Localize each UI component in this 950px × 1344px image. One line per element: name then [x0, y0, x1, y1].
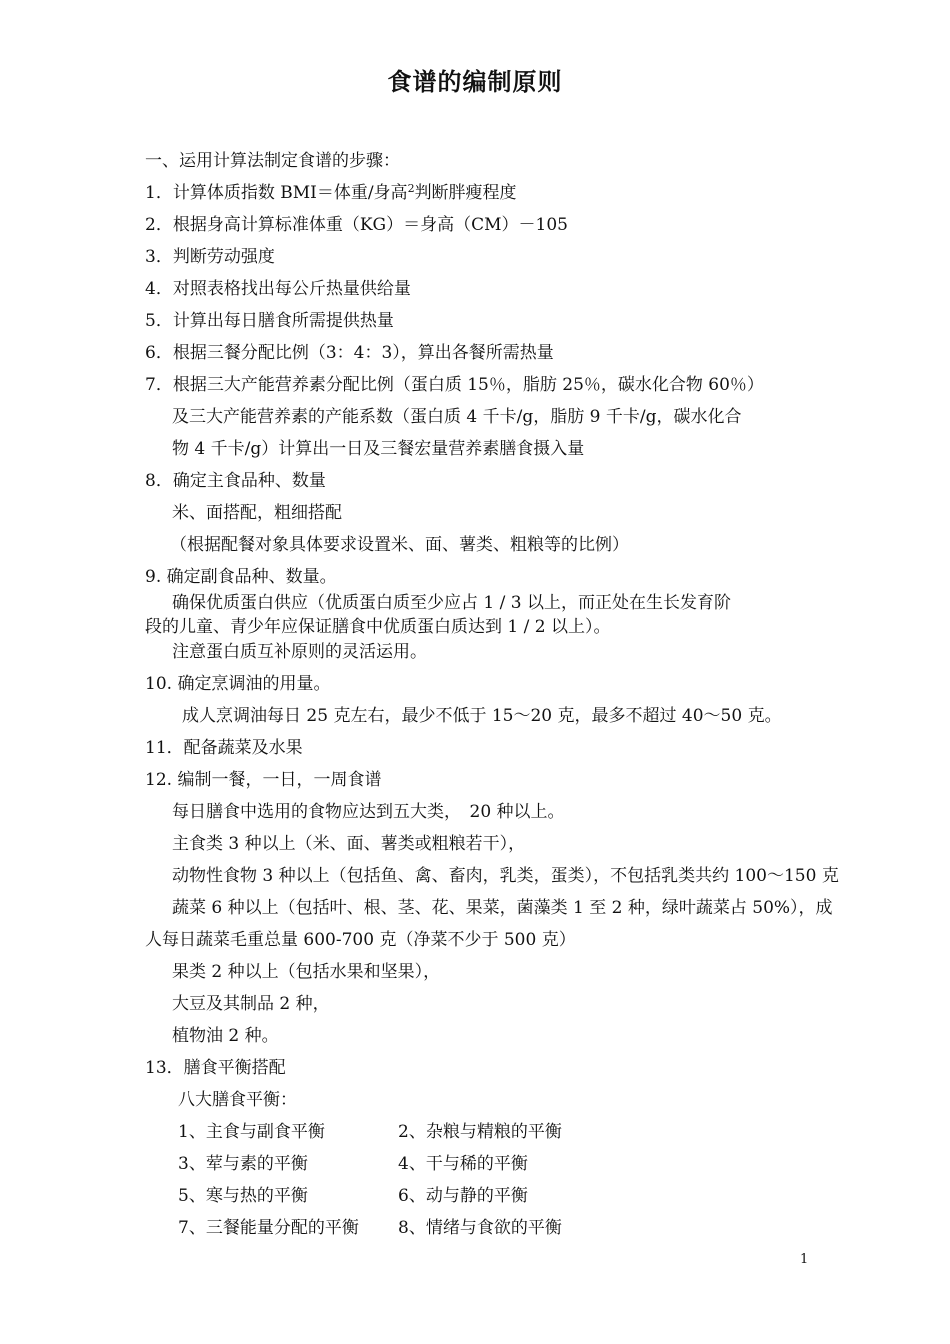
balance-item: 7、三餐能量分配的平衡	[178, 1218, 359, 1238]
balance-item: 6、动与静的平衡	[398, 1186, 528, 1206]
step-12-line-7: 果类 2 种以上（包括水果和坚果），	[172, 962, 441, 982]
step-12-line-3: 主食类 3 种以上（米、面、薯类或粗粮若干），	[172, 834, 526, 854]
step-10-heading: 10. 确定烹调油的用量。	[145, 674, 331, 694]
intro-heading: 一、运用计算法制定食谱的步骤：	[145, 151, 400, 171]
balance-item: 2、杂粮与精粮的平衡	[398, 1122, 562, 1142]
balance-item: 8、情绪与食欲的平衡	[398, 1218, 562, 1238]
balance-item: 5、寒与热的平衡	[178, 1186, 308, 1206]
step-13-heading: 13．膳食平衡搭配	[145, 1058, 286, 1078]
step-12-line-6: 人每日蔬菜毛重总量 600-700 克（净菜不少于 500 克）	[145, 930, 576, 950]
step-3: 3．判断劳动强度	[145, 247, 275, 267]
step-4: 4．对照表格找出每公斤热量供给量	[145, 279, 411, 299]
step-12-line-5: 蔬菜 6 种以上（包括叶、根、茎、花、果菜，菌藻类 1 至 2 种，绿叶蔬菜占 50%），成	[172, 898, 833, 918]
step-2: 2．根据身高计算标准体重（KG）＝身高（CM）－105	[145, 215, 568, 235]
step-5: 5．计算出每日膳食所需提供热量	[145, 311, 394, 331]
step-13-subheading: 八大膳食平衡：	[178, 1090, 297, 1110]
document-title: 食谱的编制原则	[387, 68, 563, 96]
step-1-superscript: 2	[407, 182, 415, 195]
step-1	[145, 182, 517, 206]
page-number: 1	[800, 1252, 809, 1267]
step-8-line-3: （根据配餐对象具体要求设置米、面、薯类、粗粮等的比例）	[170, 535, 629, 555]
step-7-line-2: 及三大产能营养素的产能系数（蛋白质 4 千卡/g，脂肪 9 千卡/g，碳水化合	[172, 407, 742, 427]
step-12-line-2: 每日膳食中选用的食物应达到五大类， 20 种以上。	[172, 802, 565, 822]
step-12-heading: 12. 编制一餐，一日，一周食谱	[145, 770, 382, 790]
step-1-text: 1．计算体质指数 BMI＝体重/身高	[145, 183, 408, 203]
step-12-line-8: 大豆及其制品 2 种，	[172, 994, 330, 1014]
step-12-line-4: 动物性食物 3 种以上（包括鱼、禽、畜肉，乳类，蛋类），不包括乳类共约 100～150 克	[172, 866, 839, 886]
step-9-line-4: 注意蛋白质互补原则的灵活运用。	[172, 642, 427, 662]
step-1-suffix: 判断胖瘦程度	[414, 183, 517, 203]
step-9-line-3: 段的儿童、青少年应保证膳食中优质蛋白质达到 1 / 2 以上）。	[145, 617, 611, 637]
step-12-line-9: 植物油 2 种。	[172, 1026, 279, 1046]
balance-item: 1、主食与副食平衡	[178, 1122, 325, 1142]
step-8-heading: 8．确定主食品种、数量	[145, 471, 326, 491]
step-6: 6．根据三餐分配比例（3：4：3），算出各餐所需热量	[145, 343, 554, 363]
step-7-line-1: 7．根据三大产能营养素分配比例（蛋白质 15％，脂肪 25％，碳水化合物 60％）	[145, 375, 764, 395]
step-10-line-2: 成人烹调油每日 25 克左右，最少不低于 15～20 克，最多不超过 40～50 克。	[182, 706, 782, 726]
step-8-line-2: 米、面搭配，粗细搭配	[172, 503, 342, 523]
balance-item: 4、干与稀的平衡	[398, 1154, 528, 1174]
balance-item: 3、荤与素的平衡	[178, 1154, 308, 1174]
step-11: 11．配备蔬菜及水果	[145, 738, 303, 758]
step-7-line-3: 物 4 千卡/g）计算出一日及三餐宏量营养素膳食摄入量	[172, 439, 585, 459]
step-9-heading: 9. 确定副食品种、数量。	[145, 567, 337, 587]
step-9-line-2: 确保优质蛋白供应（优质蛋白质至少应占 1 / 3 以上，而正处在生长发育阶	[172, 593, 731, 613]
